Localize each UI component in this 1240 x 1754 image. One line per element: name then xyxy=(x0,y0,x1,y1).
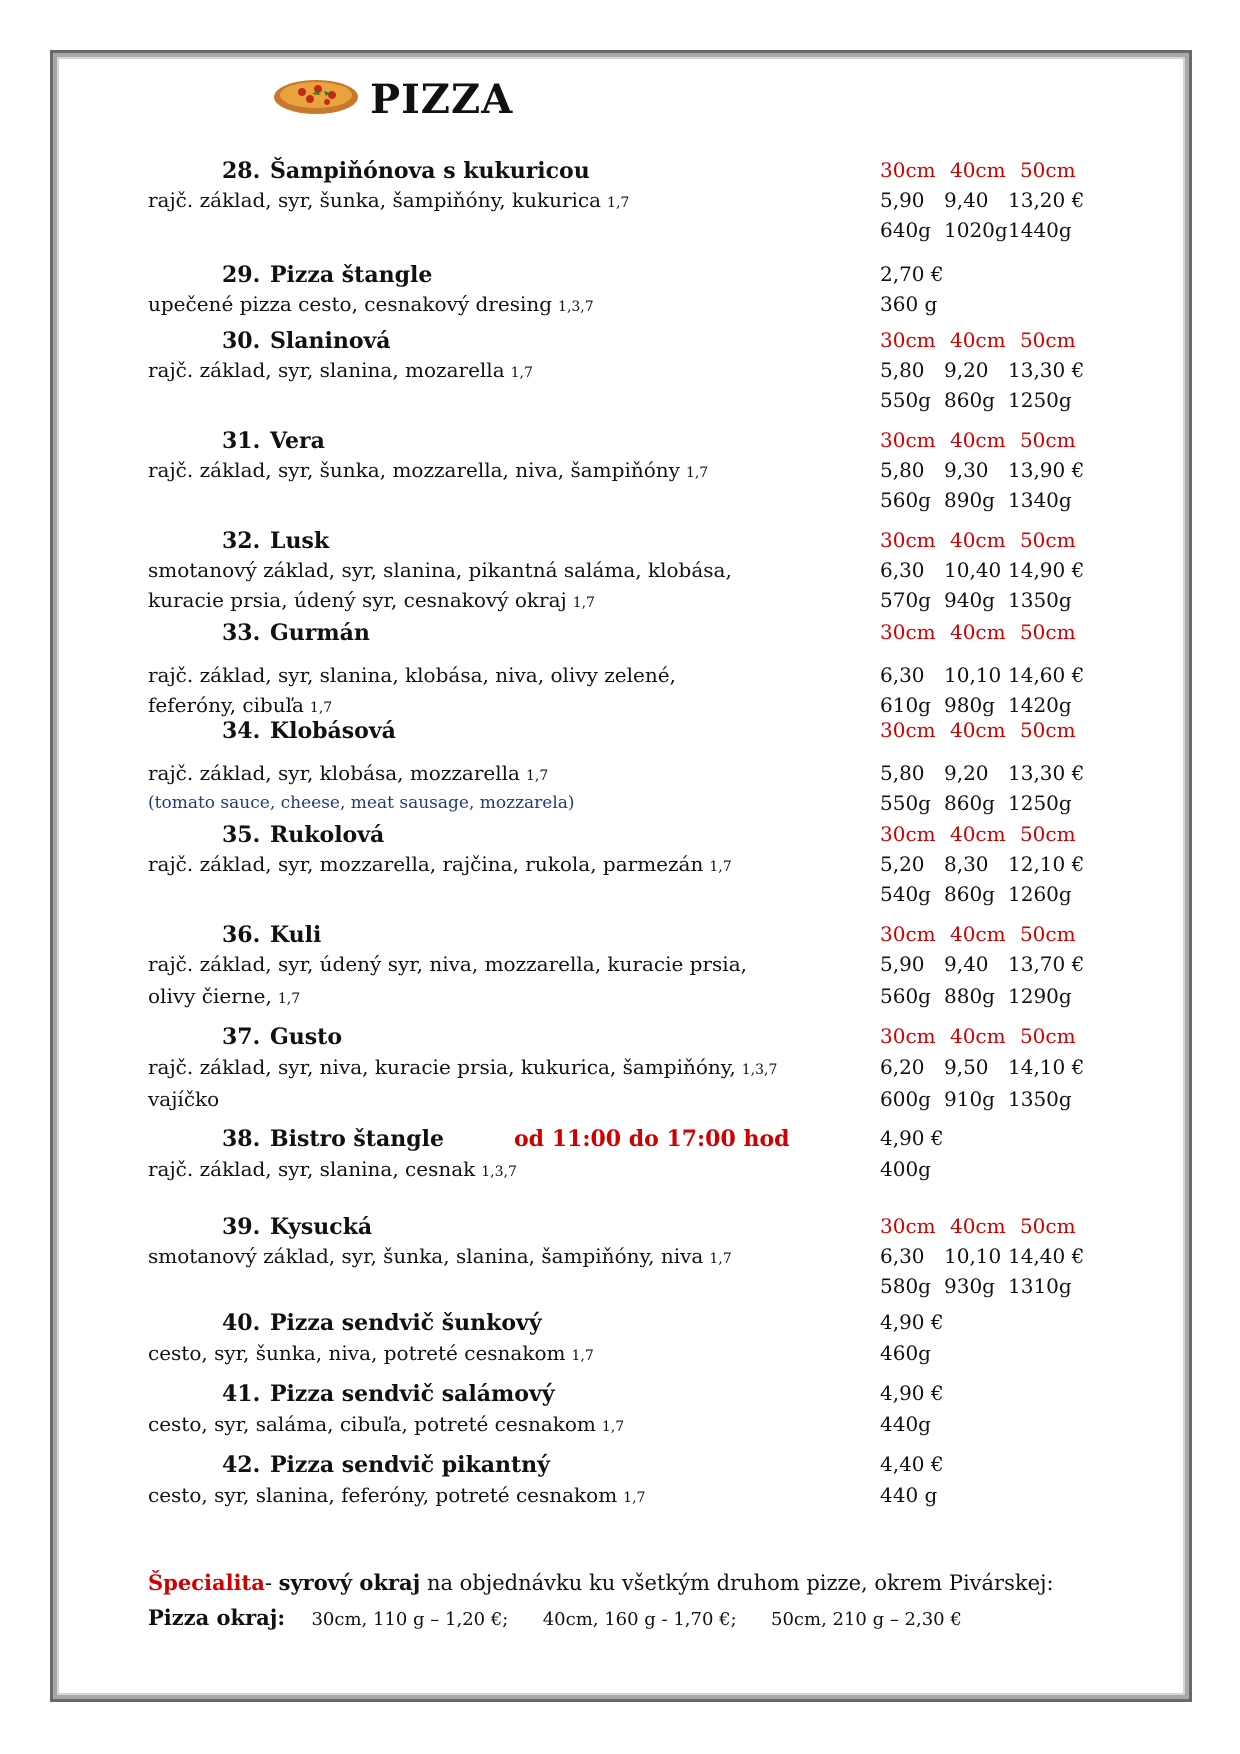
item-name: 36. Kuli xyxy=(222,922,322,948)
item-name: 33. Gurmán xyxy=(222,620,370,646)
item-name: 30. Slaninová xyxy=(222,328,391,354)
crust-options xyxy=(148,1605,990,1630)
crust-option-30: 30cm, 110 g – 1,20 €; xyxy=(311,1609,509,1630)
item-sizes: 30cm 40cm 50cm xyxy=(880,822,1076,846)
item-weights: 560g 880g 1290g xyxy=(880,984,1072,1008)
item-name: 34. Klobásová xyxy=(222,718,396,744)
crust-label: Pizza okraj: xyxy=(148,1605,286,1630)
item-price: 4,90 € xyxy=(880,1310,944,1334)
item-time-note: od 11:00 do 17:00 hod xyxy=(514,1126,790,1152)
item-weight: 440 g xyxy=(880,1483,938,1507)
item-prices: 5,80 9,30 13,90 € xyxy=(880,458,1085,482)
item-prices: 5,90 9,40 13,70 € xyxy=(880,952,1085,976)
item-weights: 550g 860g 1250g xyxy=(880,791,1072,815)
item-description: rajč. základ, syr, mozzarella, rajčina, rukola, parmezán 1,7 xyxy=(148,852,732,876)
item-description: cesto, syr, šunka, niva, potreté cesnakom 1,7 xyxy=(148,1341,594,1365)
item-weights: 580g 930g 1310g xyxy=(880,1274,1072,1298)
crust-option-50: 50cm, 210 g – 2,30 € xyxy=(771,1609,962,1630)
specialty-label: Špecialita xyxy=(148,1570,265,1595)
item-weights: 550g 860g 1250g xyxy=(880,388,1072,412)
item-sizes: 30cm 40cm 50cm xyxy=(880,328,1076,352)
item-prices: 6,20 9,50 14,10 € xyxy=(880,1055,1085,1079)
item-name: 41. Pizza sendvič salámový xyxy=(222,1381,555,1407)
item-weights: 640g 1020g1440g xyxy=(880,218,1072,242)
item-description: rajč. základ, syr, šunka, mozzarella, niva, šampiňóny 1,7 xyxy=(148,458,709,482)
item-description-2: vajíčko xyxy=(148,1087,220,1111)
item-sizes: 30cm 40cm 50cm xyxy=(880,922,1076,946)
item-name: 37. Gusto xyxy=(222,1024,343,1050)
item-description-2: olivy čierne, 1,7 xyxy=(148,984,301,1008)
item-prices: 5,20 8,30 12,10 € xyxy=(880,852,1085,876)
item-english: (tomato sauce, cheese, meat sausage, mozzarela) xyxy=(148,793,575,813)
item-sizes: 30cm 40cm 50cm xyxy=(880,428,1076,452)
pizza-icon xyxy=(272,76,360,116)
item-weights: 610g 980g 1420g xyxy=(880,693,1072,717)
item-price: 4,40 € xyxy=(880,1452,944,1476)
item-description: rajč. základ, syr, údený syr, niva, mozzarella, kuracie prsia, xyxy=(148,952,747,976)
item-sizes: 30cm 40cm 50cm xyxy=(880,620,1076,644)
item-description: smotanový základ, syr, šunka, slanina, šampiňóny, niva 1,7 xyxy=(148,1244,732,1268)
item-sizes: 30cm 40cm 50cm xyxy=(880,1024,1076,1048)
item-description: smotanový základ, syr, slanina, pikantná saláma, klobása, xyxy=(148,558,732,582)
item-weight: 360 g xyxy=(880,292,938,316)
item-name: 28. Šampiňónova s kukuricou xyxy=(222,158,590,184)
item-description: upečené pizza cesto, cesnakový dresing 1,3,7 xyxy=(148,292,594,316)
item-name: 38. Bistro štangle xyxy=(222,1126,444,1152)
item-description: rajč. základ, syr, šunka, šampiňóny, kukurica 1,7 xyxy=(148,188,630,212)
crust-option-40: 40cm, 160 g - 1,70 €; xyxy=(542,1609,737,1630)
item-name: 40. Pizza sendvič šunkový xyxy=(222,1310,542,1336)
page-title: PIZZA xyxy=(370,76,514,123)
item-name: 39. Kysucká xyxy=(222,1214,373,1240)
item-weights: 600g 910g 1350g xyxy=(880,1087,1072,1111)
item-sizes: 30cm 40cm 50cm xyxy=(880,528,1076,552)
item-description: rajč. základ, syr, slanina, cesnak 1,3,7 xyxy=(148,1157,517,1181)
item-description: rajč. základ, syr, klobása, mozzarella 1,7 xyxy=(148,761,549,785)
specialty-bold: syrový okraj xyxy=(278,1570,421,1595)
item-weights: 560g 890g 1340g xyxy=(880,488,1072,512)
item-name: 32. Lusk xyxy=(222,528,330,554)
item-prices: 5,90 9,40 13,20 € xyxy=(880,188,1085,212)
item-name: 35. Rukolová xyxy=(222,822,385,848)
item-sizes: 30cm 40cm 50cm xyxy=(880,718,1076,742)
item-weights: 540g 860g 1260g xyxy=(880,882,1072,906)
item-name: 31. Vera xyxy=(222,428,325,454)
item-weight: 400g xyxy=(880,1157,931,1181)
item-description: rajč. základ, syr, niva, kuracie prsia, kukurica, šampiňóny, 1,3,7 xyxy=(148,1055,778,1079)
specialty-note: Špecialita- syrový okraj na objednávku ku všetkým druhom pizze, okrem Pivárskej: xyxy=(148,1570,1054,1595)
item-description-2: feferóny, cibuľa 1,7 xyxy=(148,693,333,717)
item-weights: 570g 940g 1350g xyxy=(880,588,1072,612)
item-price: 2,70 € xyxy=(880,262,944,286)
item-weight: 460g xyxy=(880,1341,931,1365)
item-prices: 6,30 10,40 14,90 € xyxy=(880,558,1085,582)
item-description: cesto, syr, saláma, cibuľa, potreté cesnakom 1,7 xyxy=(148,1412,625,1436)
item-description: cesto, syr, slanina, feferóny, potreté cesnakom 1,7 xyxy=(148,1483,646,1507)
item-description: rajč. základ, syr, slanina, mozarella 1,7 xyxy=(148,358,533,382)
item-sizes: 30cm 40cm 50cm xyxy=(880,158,1076,182)
item-prices: 5,80 9,20 13,30 € xyxy=(880,761,1085,785)
item-prices: 6,30 10,10 14,40 € xyxy=(880,1244,1085,1268)
item-weight: 440g xyxy=(880,1412,931,1436)
item-prices: 6,30 10,10 14,60 € xyxy=(880,663,1085,687)
item-description-2: kuracie prsia, údený syr, cesnakový okraj 1,7 xyxy=(148,588,595,612)
item-price: 4,90 € xyxy=(880,1381,944,1405)
item-name: 42. Pizza sendvič pikantný xyxy=(222,1452,550,1478)
item-sizes: 30cm 40cm 50cm xyxy=(880,1214,1076,1238)
item-name: 29. Pizza štangle xyxy=(222,262,433,288)
item-description: rajč. základ, syr, slanina, klobása, niva, olivy zelené, xyxy=(148,663,676,687)
item-price: 4,90 € xyxy=(880,1126,944,1150)
item-prices: 5,80 9,20 13,30 € xyxy=(880,358,1085,382)
